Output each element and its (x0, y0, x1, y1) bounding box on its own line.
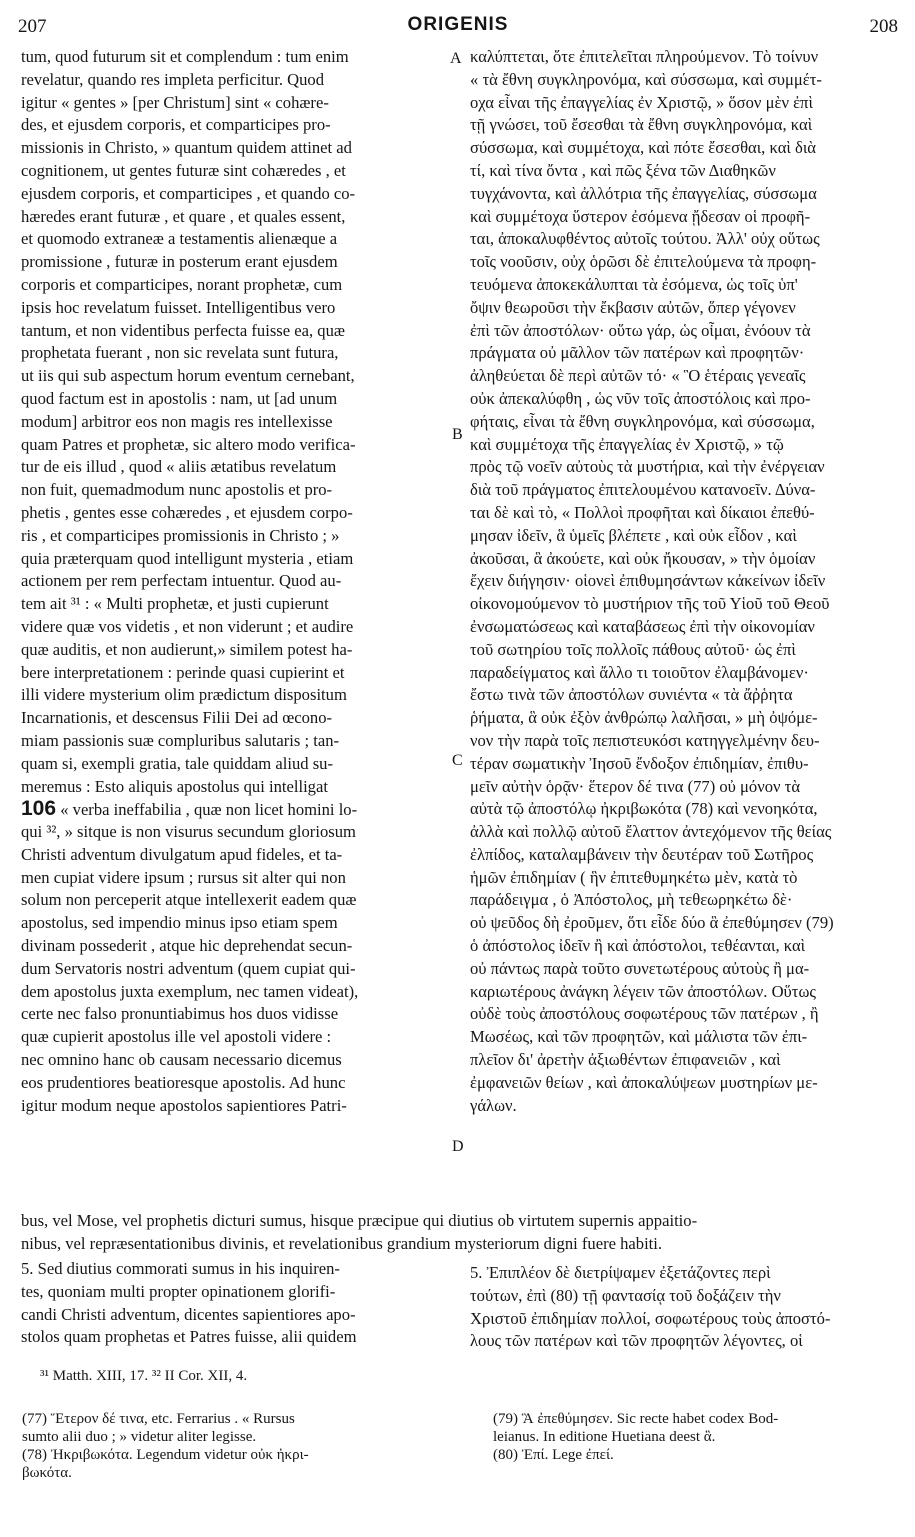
latin-line: illi videre mysterium olim prædictum dispositum (21, 685, 347, 705)
latin-line: modum] arbitror eos non magis res intellexisse (21, 411, 333, 431)
latin-line: ipsis hoc revelatum fuisset. Intelligentibus vero (21, 297, 336, 317)
latin-column (21, 46, 446, 1117)
greek-line: καριωτέρους ἀνάγκη λέγειν τῶν ἀποστόλων. Οὕτως (470, 981, 816, 1001)
latin-line: ris , et comparticipes promissionis in Christo ; » (21, 525, 340, 545)
latin-line: quam si, exempli gratia, tale quiddam aliud su- (21, 753, 333, 773)
greek-line: πρὸς τῷ νοεῖν αὐτοὺς τὰ μυστήρια, καὶ τὴν ἐνέργειαν (470, 457, 825, 477)
note-line: (79) Ἃ ἐπεθύμησεν. Sic recte habet codex Bod- (493, 1411, 779, 1427)
latin-line: quia præterquam quod intelligunt mysteria , etiam (21, 548, 354, 568)
marginal-number-106: 106 (21, 798, 57, 821)
latin-line: ejusdem corporis, et comparticipes , et quando co- (21, 183, 356, 203)
greek-line: οὐ ψεῦδος δὴ ἐροῦμεν, ὅτι εἶδε δύο ἃ ἐπεθύμησεν (79) (470, 913, 834, 933)
greek-line: τέραν σωματικὴν Ἰησοῦ ἔνδοξον ἐπιδημίαν, ἐπιθυ- (470, 753, 809, 773)
section5-greek (470, 1262, 900, 1353)
greek-line: νον τὴν παρὰ τοῖς πεπιστευκόσι κατηγγελμένην δευ- (470, 730, 820, 750)
notes-left (22, 1410, 442, 1482)
greek-line: ὁ ἀπόστολος ἰδεῖν ἢ καὶ ἀπόστολοι, τεθέανται, καὶ (470, 936, 806, 956)
greek-line: οὐκ ἀπεκαλύφθη , ὡς νῦν τοῖς ἀποστόλοις καὶ προ- (470, 388, 811, 408)
latin-line: non fuit, quemadmodum nunc apostolis et pro- (21, 480, 333, 500)
latin-line: apostolus, sed impendio minus ipso etiam spem (21, 913, 338, 933)
greek-line: ἀκοῦσαι, ἃ ἀκούετε, καὶ οὐκ ἤκουσαν, » τὴν ὁμοίαν (470, 548, 816, 568)
full-width-line: nibus, vel repræsentationibus divinis, et revelationibus grandium mysteriorum digni fuere habiti. (21, 1233, 663, 1253)
greek-line: « τὰ ἔθνη συγκληρονόμα, καὶ σύσσωμα, καὶ συμμέτ- (470, 69, 822, 89)
latin-line: corporis et comparticipes, norant prophetæ, cum (21, 274, 343, 294)
latin-line: quæ auditis, et non audierunt,» similem potest ha- (21, 639, 353, 659)
greek-line: ἔστω τινὰ τῶν ἀποστόλων συνιέντα « τὰ ἄῤῥητα (470, 685, 793, 705)
greek-line: τοῖς νοοῦσιν, οὐχ ὁρῶσι δὲ ἐπιτελούμενα τὰ προφη- (470, 252, 817, 272)
latin-line: promissione , futuræ in posterum erant ejusdem (21, 252, 338, 272)
latin-line: tum, quod futurum sit et complendum : tum enim (21, 47, 349, 66)
latin-line: divinam possederit , atque hic deprehendat secun- (21, 936, 353, 956)
greek-line: οἰκονομούμενον τὸ μυστήριον τῆς τοῦ Υἱοῦ τοῦ Θεοῦ (470, 594, 830, 614)
margin-letter-d: D (452, 1138, 464, 1155)
full-width-line: bus, vel Mose, vel prophetis dicturi sumus, hisque præcipue qui diutius ob virtutem supernis appaitio- (21, 1211, 698, 1230)
greek-line: παραδείγματος καὶ ἄλλο τι τοιοῦτον ἐλαμβάνομεν· (470, 662, 809, 682)
greek-line: τοῦ σωτηρίου τοῖς πολλοῖς πάθους αὐτοῦ· ὡς ἐπὶ (470, 639, 796, 659)
greek-line: τῇ γνώσει, τοῦ ἔσεσθαι τὰ ἔθνη συγκληρονόμα, καὶ (470, 115, 813, 135)
latin-line: solum non perceperit atque intellexerit eadem quæ (21, 890, 357, 910)
greek-line: τευόμενα ἀποκεκάλυπται τὰ ἐσόμενα, ὡς τοῖς ὑπ' (470, 274, 798, 294)
margin-letter-a: A (450, 50, 462, 67)
greek-line: σύσσωμα, καὶ συμμέτοχα, καὶ πότε ἔσεσθαι, καὶ διὰ (470, 138, 816, 158)
latin-line: et quomodo extraneæ a testamentis alienæque a (21, 229, 338, 249)
scripture-references: ³¹ Matth. XIII, 17. ³² II Cor. XII, 4. (40, 1368, 248, 1384)
note-line: βωκότα. (22, 1465, 72, 1481)
latin-line: Christi adventum divulgatum apud fideles, et ta- (21, 844, 343, 864)
greek-column (470, 46, 900, 1117)
latin-line: dum Servatoris nostri adventum (quem cupiat qui- (21, 958, 356, 978)
greek-line: μεῖν αὐτὴν ὁρᾷν· ἕτερον δέ τινα (77) οὐ μόνον τὰ (470, 776, 801, 796)
greek-line: γάλων. (470, 1095, 517, 1115)
latin-line: prophetata fuerant , non sic revelata sunt futura, (21, 343, 339, 363)
latin-line: quæ cupierit apostolus ille vel apostoli videre : (21, 1027, 332, 1047)
margin-letter-c: C (452, 752, 463, 769)
latin-line: certe nec falso pronuntiabimus hos duos vidisse (21, 1004, 339, 1024)
latin-line: igitur « gentes » [per Christum] sint « cohære- (21, 92, 329, 112)
greek-line: ὄψιν θεωροῦσι τὴν ἔκβασιν αὐτῶν, ὅπερ γέγονεν (470, 297, 796, 317)
note-line: leianus. In editione Huetiana deest ἃ. (493, 1429, 716, 1445)
latin-line: ut iis qui sub aspectum horum eventum cernebant, (21, 366, 355, 386)
greek-line: ἀληθεύεται δὲ περὶ αὐτῶν τό· « Ὃ ἑτέραις γενεαῖς (470, 366, 806, 386)
latin-line: 106 « verba ineffabilia , quæ non licet homini lo- (21, 798, 358, 821)
section5-latin-line: candi Christi adventum, dicentes sapientiores apo- (21, 1304, 356, 1324)
greek-line: ται, ἀποκαλυφθέντος αὐτοῖς τούτου. Ἀλλ' οὐχ οὕτως (470, 229, 820, 249)
greek-line: τί, καὶ τίνα ὄντα , καὶ πῶς ξένα τῶν Διαθηκῶν (470, 160, 776, 180)
running-title: ORIGENIS (407, 14, 509, 35)
note-line: (77) Ἕτερον δέ τινα, etc. Ferrarius . « Rursus (22, 1411, 295, 1427)
latin-line: Incarnationis, et descensus Filii Dei ad œcono- (21, 708, 333, 728)
latin-line: des, et ejusdem corporis, et comparticipes pro- (21, 115, 331, 135)
latin-line: actionem per rem perfectam intuentur. Quod au- (21, 571, 342, 591)
latin-line: men cupiat videre ipsum ; rursus sit alter qui non (21, 867, 346, 887)
section5-greek-line: λους τῶν πατέρων καὶ τῶν προφητῶν λέγοντες, οἱ (470, 1331, 803, 1351)
section5-latin-line: tes, quoniam multi propter opinationem glorifi- (21, 1281, 336, 1301)
note-line: (78) Ἠκριβωκότα. Legendum videtur οὐκ ἠκρι- (22, 1447, 309, 1463)
greek-line: ἡμῶν ἐπιδημίαν ( ἣν ἐπιτεθυμηκέτω μὲν, κατὰ τὸ (470, 867, 798, 887)
greek-line: καλύπτεται, ὅτε ἐπιτελεῖται πληρούμενον. Τὸ τοίνυν (470, 47, 819, 66)
margin-letter-b: B (452, 426, 463, 443)
section5-greek-line: τούτων, ἐπὶ (80) τῇ φαντασίᾳ τοῦ δοξάζειν τὴν (470, 1285, 781, 1305)
latin-line: tem ait ³¹ : « Multi prophetæ, et justi cupierunt (21, 594, 329, 614)
greek-line: οὐ πάντως παρὰ τοῦτο συνετωτέρους αὐτοὺς ἢ μα- (470, 958, 810, 978)
latin-line: nec omnino hanc ob causam necessario dicemus (21, 1050, 342, 1070)
greek-line: ἐμφανειῶν θείων , καὶ ἀποκαλύψεων μυστηρίων με- (470, 1072, 818, 1092)
greek-line: καὶ συμμέτοχα τῆς ἐπαγγελίας ἐν Χριστῷ, » τῷ (470, 434, 784, 454)
latin-line: dem apostolus juxta exemplum, nec tamen videat), (21, 981, 359, 1001)
greek-line: φήταις, εἶναι τὰ ἔθνη συγκληρονόμα, καὶ σύσσωμα, (470, 411, 815, 431)
latin-line: hæredes erant futuræ , et quare , et quales essent, (21, 206, 346, 226)
latin-line: phetis , gentes esse cohæredes , et ejusdem corpo- (21, 502, 353, 522)
section5-greek-line: 5. Ἐπιπλέον δὲ διετρίψαμεν ἐξετάζοντες περὶ (470, 1263, 771, 1282)
greek-line: καὶ συμμέτοχα ὕστερον ἐσόμενα ᾔδεσαν οἱ προφῆ- (470, 206, 811, 226)
greek-line: ῥήματα, ἃ οὐκ ἐξὸν ἀνθρώπῳ λαλῆσαι, » μὴ ὀψόμε- (470, 708, 818, 728)
greek-line: οχα εἶναι τῆς ἐπαγγελίας ἐν Χριστῷ, » ὅσον μὲν ἐπὶ (470, 92, 813, 112)
greek-line: ἀλλὰ καὶ πολλῷ αὐτοῦ ἔλαττον ἀντεχόμενον τῆς θείας (470, 822, 832, 842)
greek-line: ται δὲ καὶ τὸ, « Πολλοὶ προφῆται καὶ δίκαιοι ἐπεθύ- (470, 502, 815, 522)
greek-line: ἔχειν διήγησιν· οἱονεὶ ἐπιθυμησάντων κἀκείνων ἰδεῖν (470, 571, 826, 591)
greek-line: ἐνσωματώσεως καὶ καταβάσεως ἐπὶ τὴν οἰκονομίαν (470, 616, 815, 636)
section5-latin-line: stolos quam prophetas et Patres fuisse, alii quidem (21, 1327, 357, 1347)
latin-line: miam passionis suæ compluribus salutaris ; tan- (21, 730, 340, 750)
greek-line: μησαν ἰδεῖν, ἃ ὑμεῖς βλέπετε , καὶ οὐκ εἶδον , καὶ (470, 525, 797, 545)
latin-line: quod factum est in apostolis : nam, ut [ad unum (21, 388, 338, 408)
greek-line: τυγχάνοντα, καὶ ἀλλότρια τῆς ἐπαγγελίας, σύσσωμα (470, 183, 817, 203)
greek-line: ἐλπίδος, καταλαμβάνειν τὴν δευτέραν τοῦ Σωτῆρος (470, 844, 814, 864)
latin-line: cognitionem, ut gentes futuræ sint cohæredes , et (21, 160, 346, 180)
latin-line: videre quæ vos videtis , et non viderunt ; et audire (21, 616, 354, 636)
latin-line: tur de eis illud , quod « aliis ætatibus revelatum (21, 457, 337, 477)
greek-line: πλεῖον δι' ἀρετὴν ἀξιωθέντων ἐπιφανειῶν , καὶ (470, 1050, 781, 1070)
latin-line: missionis in Christo, » quantum quidem attinet ad (21, 138, 352, 158)
latin-line: eos prudentiores beatioresque apostolis. Ad hunc (21, 1072, 346, 1092)
latin-line: meremus : Esto aliquis apostolus qui intelligat (21, 776, 328, 796)
greek-line: παράδειγμα , ὁ Ἀπόστολος, μὴ τεθεωρηκέτω δὲ· (470, 890, 793, 910)
note-line: sumto alii duo ; » videtur aliter legisse. (22, 1429, 257, 1445)
running-header (18, 12, 898, 38)
section5-latin-line: 5. Sed diutius commorati sumus in his inquiren- (21, 1259, 340, 1278)
greek-line: αὐτὰ τῷ ἀποστόλῳ ἠκριβωκότα (78) καὶ νενοηκότα, (470, 799, 818, 819)
greek-line: Μωσέως, καὶ τῶν προφητῶν, καὶ μάλιστα τῶν ἐπι- (470, 1027, 808, 1047)
full-width-text (21, 1210, 901, 1256)
notes-right (493, 1410, 903, 1464)
latin-line: qui ³², » sitque is non visurus secundum gloriosum (21, 822, 356, 842)
latin-line: quam Patres et prophetæ, sic altero modo verifica- (21, 434, 356, 454)
greek-line: ἐπὶ τῶν ἀποστόλων· οὕτω γάρ, ὡς οἶμαι, ἐνόουν τὰ (470, 320, 811, 340)
section5-greek-line: Χριστοῦ ἐπιδημίαν πολλοί, σοφωτέρους τοὺς ἀποστό- (470, 1308, 831, 1328)
greek-line: οὐδὲ τοὺς ἀποστόλους σοφωτέρους τῶν πατέρων , ἢ (470, 1004, 819, 1024)
page-number-right: 208 (869, 16, 898, 37)
latin-line: bere interpretationem : perinde quasi cupierint et (21, 662, 345, 682)
greek-line: πράγματα οὐ μᾶλλον τῶν πατέρων καὶ προφητῶν· (470, 343, 805, 363)
latin-line: tantum, et non videntibus perfecta fuisse ea, quæ (21, 320, 345, 340)
latin-line: revelatur, quando res impleta perficitur. Quod (21, 69, 324, 89)
section5-latin (21, 1258, 446, 1349)
page-number-left: 207 (18, 16, 47, 37)
greek-line: διὰ τοῦ πράγματος ἐπιτελουμένου κατανοεῖν. Δύνα- (470, 480, 816, 500)
note-line: (80) Ἐπί. Lege ἐπεί. (493, 1447, 614, 1463)
latin-line: igitur modum neque apostolos sapientiores Patri- (21, 1095, 347, 1115)
